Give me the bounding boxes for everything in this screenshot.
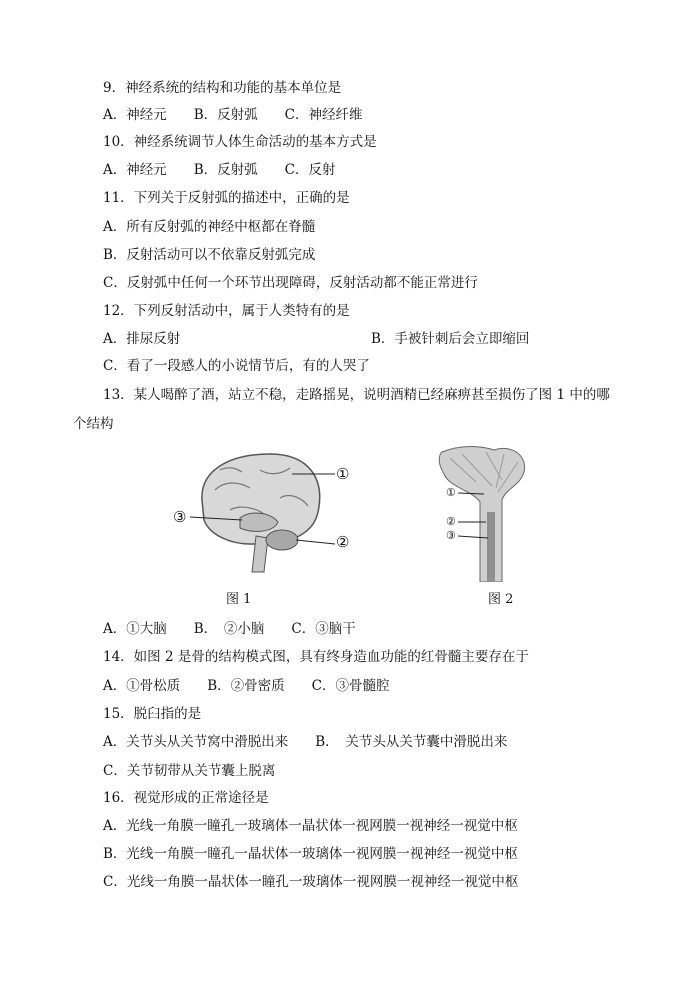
q12-stem: 12．下列反射活动中，属于人类特有的是	[103, 303, 350, 319]
q16-stem: 16．视觉形成的正常途径是	[103, 790, 269, 806]
q16-option-b: B．光线一角膜一瞳孔一晶状体一玻璃体一视网膜一视神经一视觉中枢	[103, 846, 518, 862]
bone-illustration	[432, 442, 532, 582]
q11-stem: 11．下列关于反射弧的描述中，正确的是	[103, 190, 350, 206]
fig2-label-2: ②	[446, 515, 456, 528]
q10-stem: 10．神经系统调节人体生命活动的基本方式是	[103, 134, 377, 150]
q13-options: A．①大脑 B． ②小脑 C．③脑干	[103, 621, 356, 637]
brain-illustration	[170, 440, 370, 590]
q11-option-a: A．所有反射弧的神经中枢都在脊髓	[103, 219, 316, 235]
fig2-caption: 图 2	[488, 592, 514, 607]
q16-option-a: A．光线一角膜一瞳孔一玻璃体一晶状体一视网膜一视神经一视觉中枢	[103, 818, 518, 834]
figure-2-bone	[432, 442, 532, 607]
q12-option-b: B．手被针刺后会立即缩回	[371, 331, 530, 347]
q15-stem: 15．脱臼指的是	[103, 706, 202, 722]
fig1-label-1: ①	[336, 465, 350, 483]
fig1-caption: 图 1	[226, 592, 252, 607]
q14-stem: 14．如图 2 是骨的结构模式图，具有终身造血功能的红骨髓主要存在于	[103, 649, 529, 665]
q15-options-ab: A．关节头从关节窝中滑脱出来 B． 关节头从关节囊中滑脱出来	[103, 734, 508, 750]
q15-option-c: C．关节韧带从关节囊上脱离	[103, 763, 276, 779]
q12-option-a: A．排尿反射	[103, 331, 181, 347]
q9-options: A．神经元 B．反射弧 C．神经纤维	[103, 107, 363, 123]
fig2-label-1: ①	[446, 486, 456, 499]
fig1-label-2: ②	[336, 533, 350, 551]
q13-stem-line2: 个结构	[73, 416, 114, 432]
q12-option-c: C．看了一段感人的小说情节后，有的人哭了	[103, 358, 370, 374]
q10-options: A．神经元 B．反射弧 C．反射	[103, 162, 336, 178]
fig1-label-3: ③	[173, 508, 187, 526]
fig2-label-3: ③	[446, 529, 456, 542]
q13-stem-line1: 13．某人喝醉了酒，站立不稳，走路摇晃，说明酒精已经麻痹甚至损伤了图 1 中的哪	[103, 387, 610, 403]
q11-option-c: C．反射弧中任何一个环节出现障碍，反射活动都不能正常进行	[103, 275, 478, 291]
q9-stem: 9．神经系统的结构和功能的基本单位是	[103, 80, 342, 96]
figure-1-brain	[170, 440, 370, 607]
q16-option-c: C．光线一角膜一晶状体一瞳孔一玻璃体一视网膜一视神经一视觉中枢	[103, 874, 519, 890]
q14-options: A．①骨松质 B．②骨密质 C．③骨髓腔	[103, 678, 390, 694]
q11-option-b: B．反射活动可以不依靠反射弧完成	[103, 247, 316, 263]
